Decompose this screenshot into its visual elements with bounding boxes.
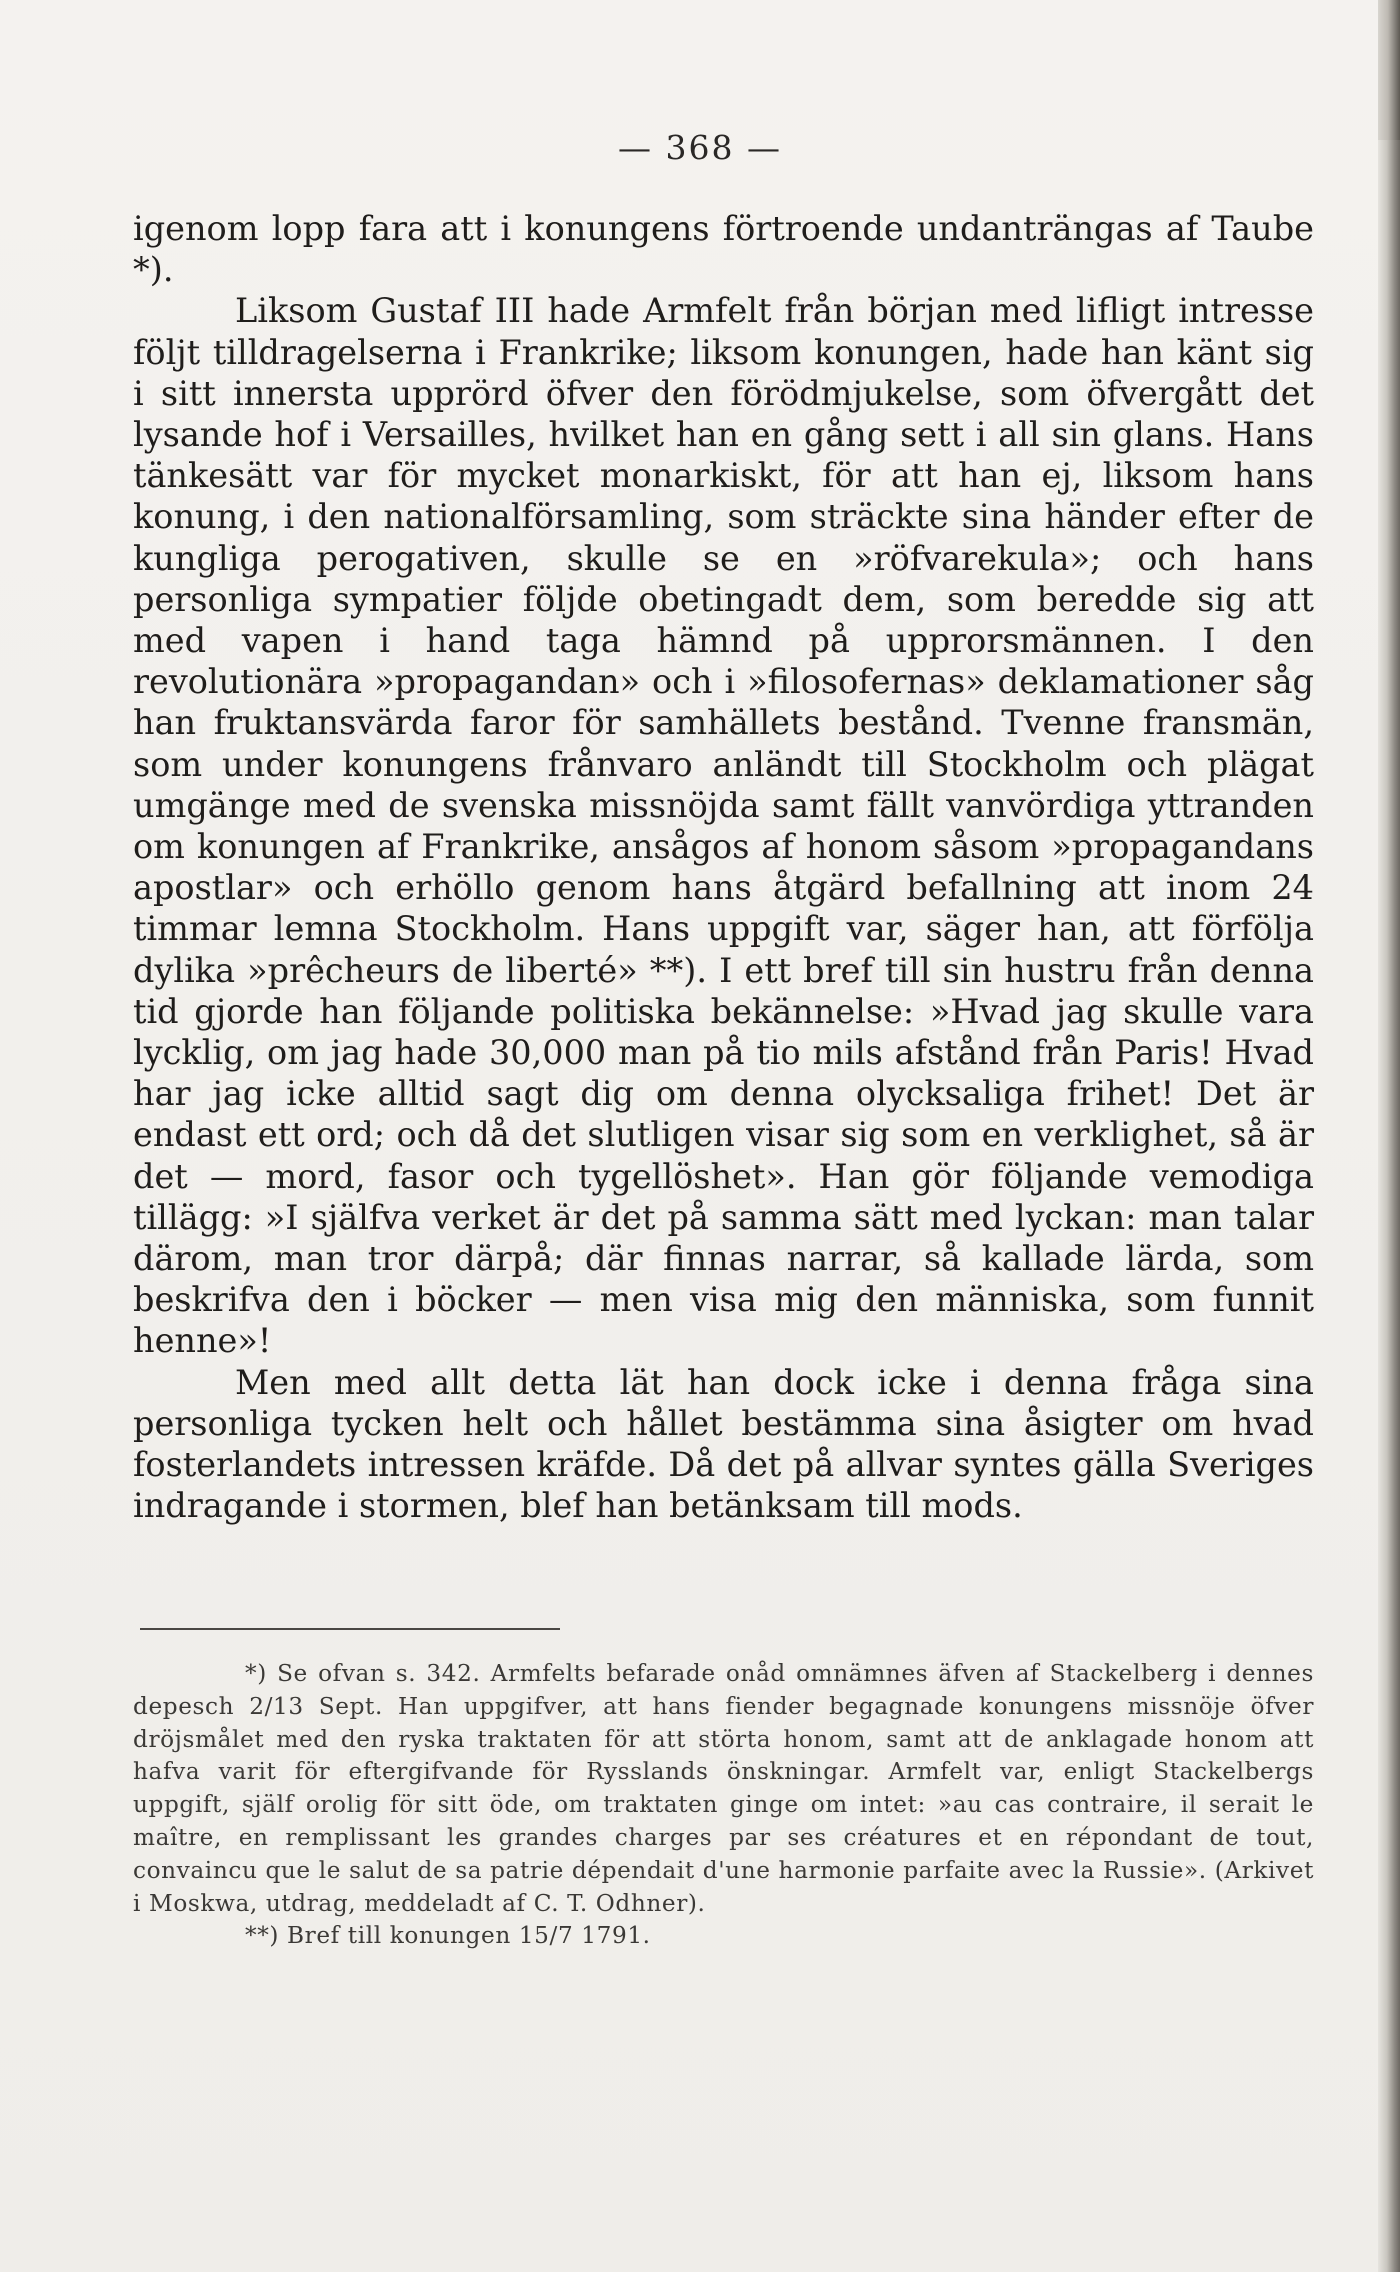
footnote-divider — [140, 1628, 560, 1630]
paragraph-3: Men med allt detta lät han dock icke i denna fråga sina personliga tycken helt och hållet bestämma sina åsigter om hvad fosterlandets intressen kräfde. Då det på allvar syntes gälla Sveriges indragande i stormen, blef han betänksam till mods. — [133, 1362, 1314, 1526]
page-edge-shadow — [1378, 0, 1400, 2272]
page-number: — 368 — — [618, 128, 782, 167]
paragraph-1: igenom lopp fara att i konungens förtroende undanträngas af Taube *). — [133, 209, 1314, 290]
body-text — [133, 208, 1314, 1527]
footnote-1: *) Se ofvan s. 342. Armfelts befarade onåd omnämnes äfven af Stackelberg i dennes depesch 2/13 Sept. Han uppgifver, att hans fiender begagnade konungens missnöje öfver dröjsmålet med den ryska traktaten för att störta honom, samt att de anklagade honom att hafva varit för eftergifvande för Rysslands önskningar. Armfelt var, enligt Stackelbergs uppgift, själf orolig för sitt öde, om traktaten ginge om intet: »au cas contraire, il serait le maître, en remplissant les grandes charges par ses créatures et en répondant de tout, convaincu que le salut de sa patrie dépendait d'une harmonie parfaite avec la Russie». (Arkivet i Moskwa, utdrag, meddeladt af C. T. Odhner). — [133, 1660, 1314, 1917]
footnotes — [133, 1658, 1314, 1953]
footnote-2: **) Bref till konungen 15/7 1791. — [245, 1922, 651, 1950]
paragraph-2: Liksom Gustaf III hade Armfelt från början med lifligt intresse följt tilldragelserna i Frankrike; liksom konungen, hade han känt sig i sitt innersta upprörd öfver den förödmjukelse, som öfvergått det lysande hof i Versailles, hvilket han en gång sett i all sin glans. Hans tänkesätt var för mycket monarkiskt, för att han ej, liksom hans konung, i den nationalförsamling, som sträckte sina händer efter de kungliga perogativen, skulle se en »röfvarekula»; och hans personliga sympatier följde obetingadt dem, som beredde sig att med vapen i hand taga hämnd på upprorsmännen. I den revolutionära »propagandan» och i »filosofernas» deklamationer såg han fruktansvärda faror för samhällets bestånd. Tvenne fransmän, som under konungens frånvaro anländt till Stockholm och plägat umgänge med de svenska missnöjda samt fällt vanvördiga yttranden om konungen af Frankrike, ansågos af honom såsom »propagandans apostlar» och erhöllo genom hans åtgärd befallning att inom 24 timmar lemna Stockholm. Hans uppgift var, säger han, att förfölja dylika »prêcheurs de liberté» **). I ett bref till sin hustru från denna tid gjorde han följande politiska bekännelse: »Hvad jag skulle vara lycklig, om jag hade 30,000 man på tio mils afstånd från Paris! Hvad har jag icke alltid sagt dig om denna olycksaliga frihet! Det är endast ett ord; och då det slutligen visar sig som en verklighet, så är det — mord, fasor och tygellöshet». Han gör följande vemodiga tillägg: »I själfva verket är det på samma sätt med lyckan: man talar därom, man tror därpå; där finnas narrar, så kallade lärda, som beskrifva den i böcker — men visa mig den människa, som funnit henne»! — [133, 291, 1314, 1361]
